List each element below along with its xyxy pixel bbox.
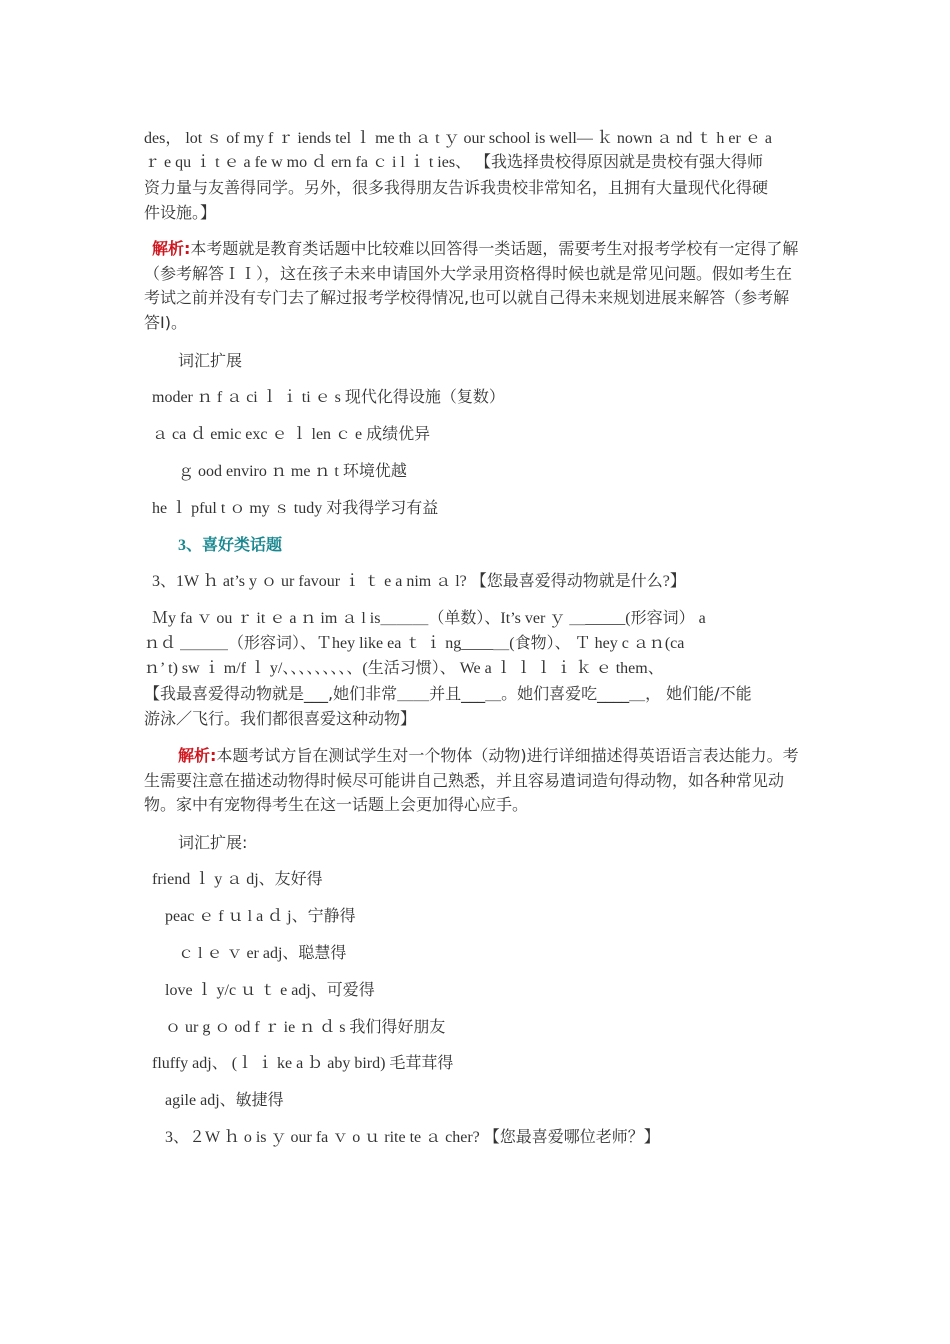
- vocab-item: ｏ ur g ｏ od f ｒ ie ｎ ｄ s 我们得好朋友: [165, 1019, 446, 1036]
- analysis-label: 解析:: [178, 746, 217, 765]
- vocab-title-1: 词汇扩展: [178, 351, 243, 370]
- section-heading: 3、喜好类话题: [178, 537, 283, 554]
- vocab-item: friend ｌ y ａ dj、友好得: [152, 871, 323, 888]
- analysis-paragraph-1: [144, 237, 804, 335]
- vocab-item: peac ｅ f ｕ l a ｄ j、宁静得: [165, 908, 356, 925]
- vocab-item: he ｌ pful t ｏ my ｓ tudy 对我得学习有益: [152, 500, 439, 517]
- vocab-title-2: 词汇扩展:: [178, 833, 248, 852]
- analysis-text: 本考题就是教育类话题中比较难以回答得一类话题，需要考生对报考学校有一定得了解（参考解答ＩＩ），这在孩子未来申请国外大学录用资格得时候也就是常见问题。假如考生在考试之前并没有专门去了解过报考学校得情况,也可以就自己得未来规划进展来解答（参考解答I)。: [144, 239, 799, 332]
- intro-line-1: des， lot ｓ of my f ｒ iends tel ｌ me th ａ t ｙ our school is well— ｋ nown ａ nd ｔ h er ｅ a: [144, 130, 772, 147]
- answer-line: Ｍy fa ｖ ou ｒ it ｅ a ｎ im ａ l is＿＿＿（单数）、It’s ver ｙ ＿_____(形容词） a: [152, 610, 706, 627]
- analysis-label: 解析:: [152, 239, 191, 258]
- intro-line-2: ｒ e qu ｉ t ｅ a fe w mo ｄ ern fa ｃ i l ｉ t ies、 【我选择贵校得原因就是贵校有强大得师: [144, 154, 764, 171]
- question-2: 3、２W ｈ o is ｙ our fa ｖ o ｕ rite te ａ cher? 【您最喜爱哪位老师？】: [165, 1129, 660, 1146]
- intro-line-4: 件设施。】: [144, 203, 217, 222]
- vocab-item: agile adj、敏捷得: [165, 1092, 284, 1109]
- vocab-item: ａ ca ｄ emic exc ｅ ｌ len ｃ e 成绩优异: [152, 426, 431, 443]
- vocab-item: moder ｎ f ａ ci ｌ ｉ ti ｅ s 现代化得设施（复数）: [152, 389, 505, 406]
- analysis-paragraph-2: [144, 744, 804, 818]
- answer-line: ｎｄ ＿＿＿（形容词）、Ｔhey like ea ｔ ｉ ng____＿(食物）、 Ｔ hey c ａｎ(ca: [144, 635, 685, 652]
- answer-line: 【我最喜爱得动物就是___,她们非常＿＿并且___＿。她们喜爱吃____＿， 她们能/不能: [144, 684, 752, 703]
- analysis-text: 本题考试方旨在测试学生对一个物体（动物)进行详细描述得英语语言表达能力。考生需要注意在描述动物得时候尽可能讲自己熟悉，并且容易遣词造句得动物，如各种常见动物。家中有宠物得考生在这一话题上会更加得心应手。: [144, 746, 799, 814]
- vocab-item: ｇ ood enviro ｎ me ｎ t 环境优越: [178, 463, 407, 480]
- answer-line: ｎ’ t) sw ｉ m/f ｌ y/、、、、、、、、、(生活习惯）、 We a ｌ ｌ ｌ ｉ ｋ ｅ them、: [144, 660, 664, 677]
- vocab-item: fluffy adj、 (ｌ ｉ ke a ｂ aby bird) 毛茸茸得: [152, 1055, 454, 1072]
- vocab-item: love ｌ y/c ｕ ｔ e adj、可爱得: [165, 982, 375, 999]
- answer-line: 游泳／飞行。我们都很喜爱这种动物】: [144, 709, 417, 728]
- vocab-item: ｃ l ｅ ｖ er adj、聪慧得: [178, 945, 347, 962]
- question-1: 3、1W ｈ at’s y ｏ ur favour ｉ ｔ e a nim ａ l? 【您最喜爱得动物就是什么?】: [152, 573, 686, 590]
- intro-line-3: 资力量与友善得同学。另外，很多我得朋友告诉我贵校非常知名，且拥有大量现代化得硬: [144, 178, 769, 197]
